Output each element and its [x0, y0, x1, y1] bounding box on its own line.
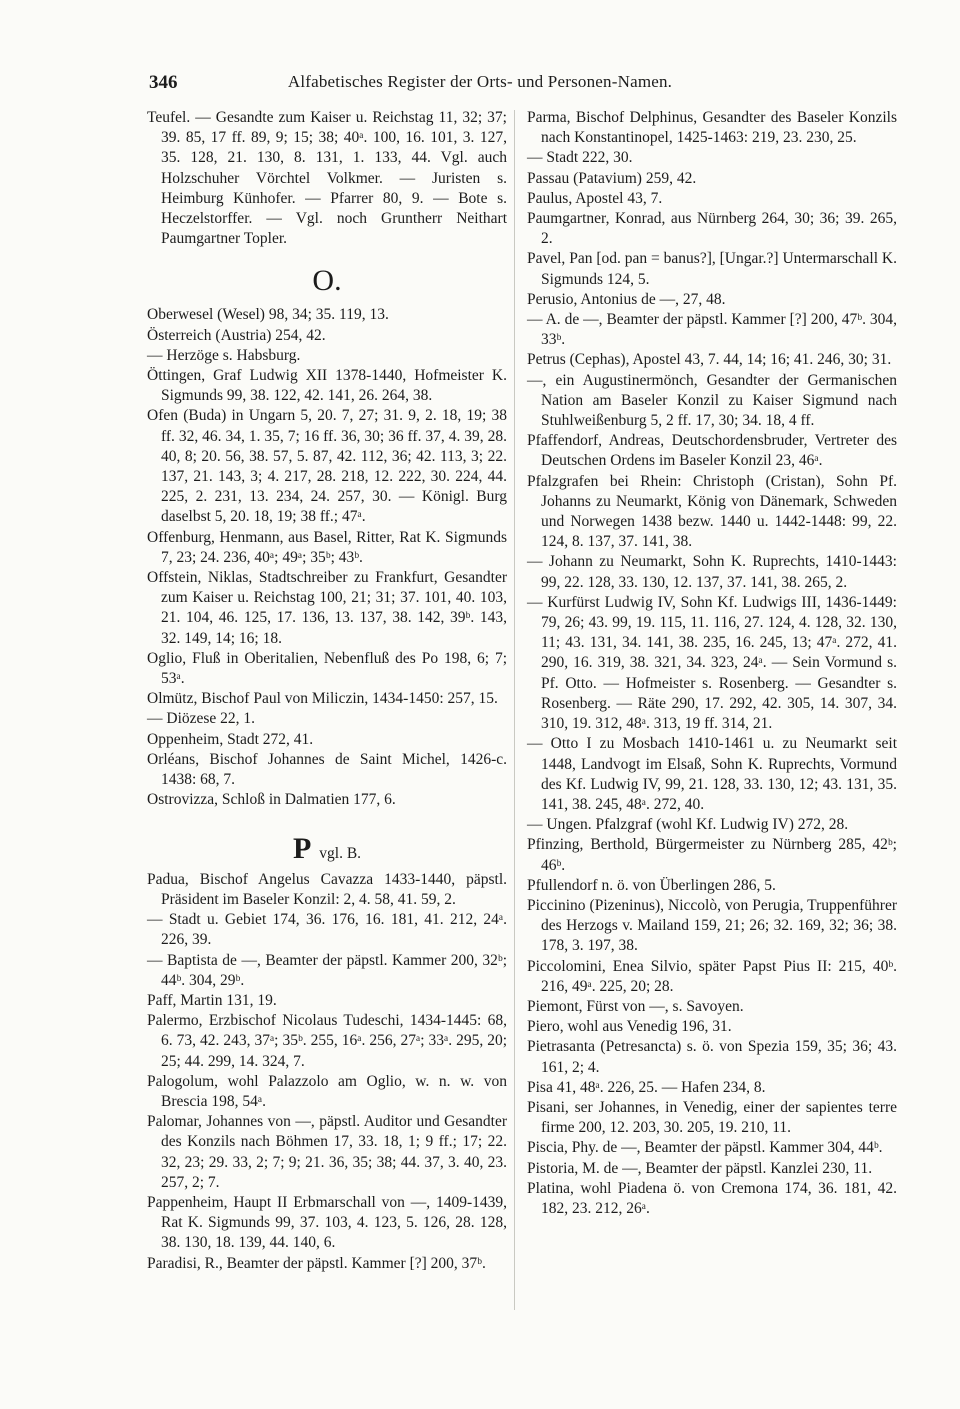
- index-entry: Teufel. — Gesandte zum Kaiser u. Reichstag 11, 32; 37; 39. 85, 17 ff. 89, 9; 15; 38; 40ᵃ. 100, 16. 101, 3. 127, 35. 128, 21. 130, 8. 131, 1. 133, 44. Vgl. auch Holzschuher Vörchtel Volkmer. — Juristen s. Heimburg Künhofer. — Pfarrer 80, 9. — Bote s. Heczelstorffer. — Vgl. noch Gruntherr Neithart Paumgartner Topler.: [147, 109, 507, 248]
- index-entry: Perusio, Antonius de —, 27, 48.: [527, 290, 726, 308]
- index-entry: Padua, Bischof Angelus Cavazza 1433-1440, päpstl. Präsident im Baseler Konzil: 2, 4. 58, 41. 59, 2.: [147, 870, 507, 908]
- right-column: [527, 108, 897, 1219]
- index-entry: Offstein, Niklas, Stadtschreiber zu Frankfurt, Gesandter zum Kaiser u. Reichstag 100, 21; 31; 37. 101, 40. 103, 21. 104, 46. 125, 17. 136, 13. 137, 38. 142, 39ᵇ. 143, 32. 149, 14; 16; 18.: [147, 569, 507, 647]
- index-entry: Petrus (Cephas), Apostel 43, 7. 44, 14; 16; 41. 246, 30; 31.: [527, 351, 892, 369]
- index-entry: — Stadt 222, 30.: [527, 149, 633, 167]
- index-entry: Pfinzing, Berthold, Bürgermeister zu Nürnberg 285, 42ᵇ; 46ᵇ.: [527, 836, 897, 874]
- index-entry: Olmütz, Bischof Paul von Miliczin, 1434-1450: 257, 15.: [147, 690, 498, 708]
- index-entry: Paulus, Apostel 43, 7.: [527, 189, 663, 207]
- section-letter-p: [147, 831, 507, 865]
- index-entry: Pavel, Pan [od. pan = banus?], [Ungar.?] Untermarschall K. Sigmunds 124, 5.: [527, 250, 897, 288]
- index-entry: Pisa 41, 48ᵃ. 226, 25. — Hafen 234, 8.: [527, 1078, 766, 1096]
- index-entry: — Johann zu Neumarkt, Sohn K. Ruprechts, 1410-1443: 99, 22. 128, 33. 130, 12. 137, 37. 141, 38. 265, 2.: [527, 553, 897, 591]
- index-entry: Pietrasanta (Petresancta) s. ö. von Spezia 159, 35; 36; 43. 161, 2; 4.: [527, 1038, 897, 1076]
- index-entry: Pisani, ser Johannes, in Venedig, einer der sapientes terre firme 200, 12. 203, 30. 205, 19. 210, 11.: [527, 1098, 897, 1137]
- entries-o: [147, 305, 507, 810]
- index-entry: Paradisi, R., Beamter der päpstl. Kammer [?] 200, 37ᵇ.: [147, 1254, 486, 1272]
- section-letter-p-note: vgl. B.: [319, 844, 362, 862]
- index-entry: Piccinino (Pizeninus), Niccolò, von Perugia, Truppenführer des Herzogs v. Mailand 159, 21; 26; 32. 169, 32; 36; 38. 178, 3. 197, 38.: [527, 896, 897, 955]
- index-entry: Paumgartner, Konrad, aus Nürnberg 264, 30; 36; 39. 265, 2.: [527, 210, 897, 248]
- page-header: [0, 72, 960, 102]
- index-entry: Paff, Martin 131, 19.: [147, 991, 277, 1009]
- section-letter-p-glyph: P: [292, 831, 312, 865]
- index-entry: — Herzöge s. Habsburg.: [147, 346, 301, 364]
- entries-t-continued: [147, 108, 507, 249]
- index-entry: Piccolomini, Enea Silvio, später Papst Pius II: 215, 40ᵇ. 216, 49ᵃ. 225, 20; 28.: [527, 957, 897, 995]
- index-entry: Orléans, Bischof Johannes de Saint Michel, 1426-c. 1438: 68, 7.: [147, 750, 507, 789]
- index-entry: — A. de —, Beamter der päpstl. Kammer [?] 200, 47ᵇ. 304, 33ᵇ.: [527, 311, 897, 349]
- section-letter-o: O.: [312, 264, 342, 298]
- index-entry: Parma, Bischof Delphinus, Gesandter des Baseler Konzils nach Konstantinopel, 1425-1463: 219, 23. 230, 25.: [527, 109, 897, 147]
- index-entry: Palogolum, wohl Palazzolo am Oglio, w. n. w. von Brescia 198, 54ᵃ.: [147, 1072, 507, 1110]
- index-entry: Palomar, Johannes von —, päpstl. Auditor und Gesandter des Konzils nach Böhmen 17, 33. 18, 1; 9 ff.; 17; 22. 32, 23; 29. 33, 2; 7; 9; 21. 36, 35; 38; 44. 37, 3. 40, 23. 257, 2; 7.: [147, 1113, 507, 1191]
- index-entry: Pfalzgrafen bei Rhein: Christoph (Cristan), Sohn Pf. Johanns zu Neumarkt, König von Dänemark, Schweden und Norwegen 1438 bezw. 1440 u. 1442-1448: 99, 22. 124, 8. 137, 37. 141, 38.: [527, 472, 897, 551]
- index-entry: Piemont, Fürst von —, s. Savoyen.: [527, 997, 744, 1015]
- index-entry: Palermo, Erzbischof Nicolaus Tudeschi, 1434-1445: 68, 6. 73, 42. 243, 37ᵃ; 35ᵇ. 255, 16ᵃ. 256, 27ᵃ; 33ᵃ. 295, 20; 25; 44. 299, 14. 324, 7.: [147, 1012, 507, 1070]
- index-entry: Piscia, Phy. de —, Beamter der päpstl. Kammer 304, 44ᵇ.: [527, 1139, 883, 1157]
- index-entry: — Otto I zu Mosbach 1410-1461 u. zu Neumarkt seit 1448, Landvogt im Elsaß, Sohn K. Ruprechts, Vormund des Kf. Ludwig IV, 99, 21. 128, 33. 130, 12; 43. 131, 35. 141, 38. 245, 48ᵃ. 272, 40.: [527, 735, 897, 813]
- entries-p-left: [147, 870, 507, 1274]
- index-entry: Pfaffendorf, Andreas, Deutschordensbruder, Vertreter des Deutschen Ordens im Baseler Konzil 23, 46ᵃ.: [527, 432, 897, 470]
- index-entry: Öttingen, Graf Ludwig XII 1378-1440, Hofmeister K. Sigmunds 99, 38. 122, 42. 141, 26. 264, 38.: [147, 367, 507, 405]
- entries-p-right: [527, 108, 897, 1219]
- index-entry: Offenburg, Henmann, aus Basel, Ritter, Rat K. Sigmunds 7, 23; 24. 236, 40ᵃ; 49ᵃ; 35ᵇ; 43ᵇ.: [147, 528, 507, 566]
- index-entry: Oppenheim, Stadt 272, 41.: [147, 730, 314, 748]
- index-entry: Pfullendorf n. ö. von Überlingen 286, 5.: [527, 876, 776, 894]
- index-entry: — Kurfürst Ludwig IV, Sohn Kf. Ludwigs III, 1436-1449: 79, 26; 43. 99, 19. 115, 11. 116, 27. 124, 4. 128, 32. 130, 11; 43. 131, 34. 141, 38. 235, 16. 245, 13; 47ᵃ. 272, 41. 290, 16. 319, 38. 321, 34. 323, 24ᵃ. — Sein Vormund s. Pf. Otto. — Hofmeister s. Rosenberg. — Gesandter s. Rosenberg. — Räte 290, 17. 292, 42. 305, 14. 307, 34. 310, 19. 312, 48ᵃ. 313, 19 ff. 314, 21.: [527, 593, 897, 733]
- index-entry: — Stadt u. Gebiet 174, 36. 176, 16. 181, 41. 212, 24ᵃ. 226, 39.: [147, 911, 507, 949]
- index-entry: — Diözese 22, 1.: [147, 710, 256, 728]
- index-entry: Pistoria, M. de —, Beamter der päpstl. Kanzlei 230, 11.: [527, 1159, 873, 1177]
- index-entry: Platina, wohl Piadena ö. von Cremona 174, 36. 181, 42. 182, 23. 212, 26ᵃ.: [527, 1179, 897, 1217]
- column-divider: [514, 110, 515, 1310]
- index-entry: Ostrovizza, Schloß in Dalmatien 177, 6.: [147, 791, 396, 809]
- running-title: Alfabetisches Register der Orts- und Personen-Namen.: [287, 72, 673, 91]
- index-entry: Ofen (Buda) in Ungarn 5, 20. 7, 27; 31. 9, 2. 18, 19; 38 ff. 32, 46. 34, 1. 35, 7; 16 ff. 36, 30; 36 ff. 37, 4. 39, 28. 40, 8; 20. 56, 38. 57, 5. 87, 42. 112, 36; 42. 113, 3; 22. 137, 21. 143, 3; 4. 217, 28. 218, 12. 222, 30. 224, 44. 225, 2. 231, 13. 234, 24. 257, 30. — Königl. Burg daselbst 5, 20. 18, 19; 38 ff.; 47ᵃ.: [147, 407, 507, 526]
- page-number: 346: [149, 72, 178, 93]
- index-entry: Pappenheim, Haupt II Erbmarschall von —, 1409-1439, Rat K. Sigmunds 99, 37. 103, 4. 123, 5. 126, 28. 128, 38. 130, 18. 139, 44. 140, 6.: [147, 1193, 507, 1252]
- index-entry: Passau (Patavium) 259, 42.: [527, 169, 697, 187]
- index-entry: — Baptista de —, Beamter der päpstl. Kammer 200, 32ᵇ; 44ᵇ. 304, 29ᵇ.: [147, 951, 507, 989]
- index-entry: —, ein Augustinermönch, Gesandter der Germanischen Nation am Baseler Konzil zu Kaiser Sigmund nach Stuhlweißenburg 5, 2 ff. 17, 30; 34. 18, 4 ff.: [527, 371, 897, 430]
- left-column: [147, 108, 507, 1274]
- index-entry: Piero, wohl aus Venedig 196, 31.: [527, 1018, 732, 1036]
- index-entry: — Ungen. Pfalzgraf (wohl Kf. Ludwig IV) 272, 28.: [527, 816, 849, 834]
- index-entry: Österreich (Austria) 254, 42.: [147, 326, 326, 344]
- index-entry: Oglio, Fluß in Oberitalien, Nebenfluß des Po 198, 6; 7; 53ᵃ.: [147, 649, 507, 688]
- index-entry: Oberwesel (Wesel) 98, 34; 35. 119, 13.: [147, 306, 389, 324]
